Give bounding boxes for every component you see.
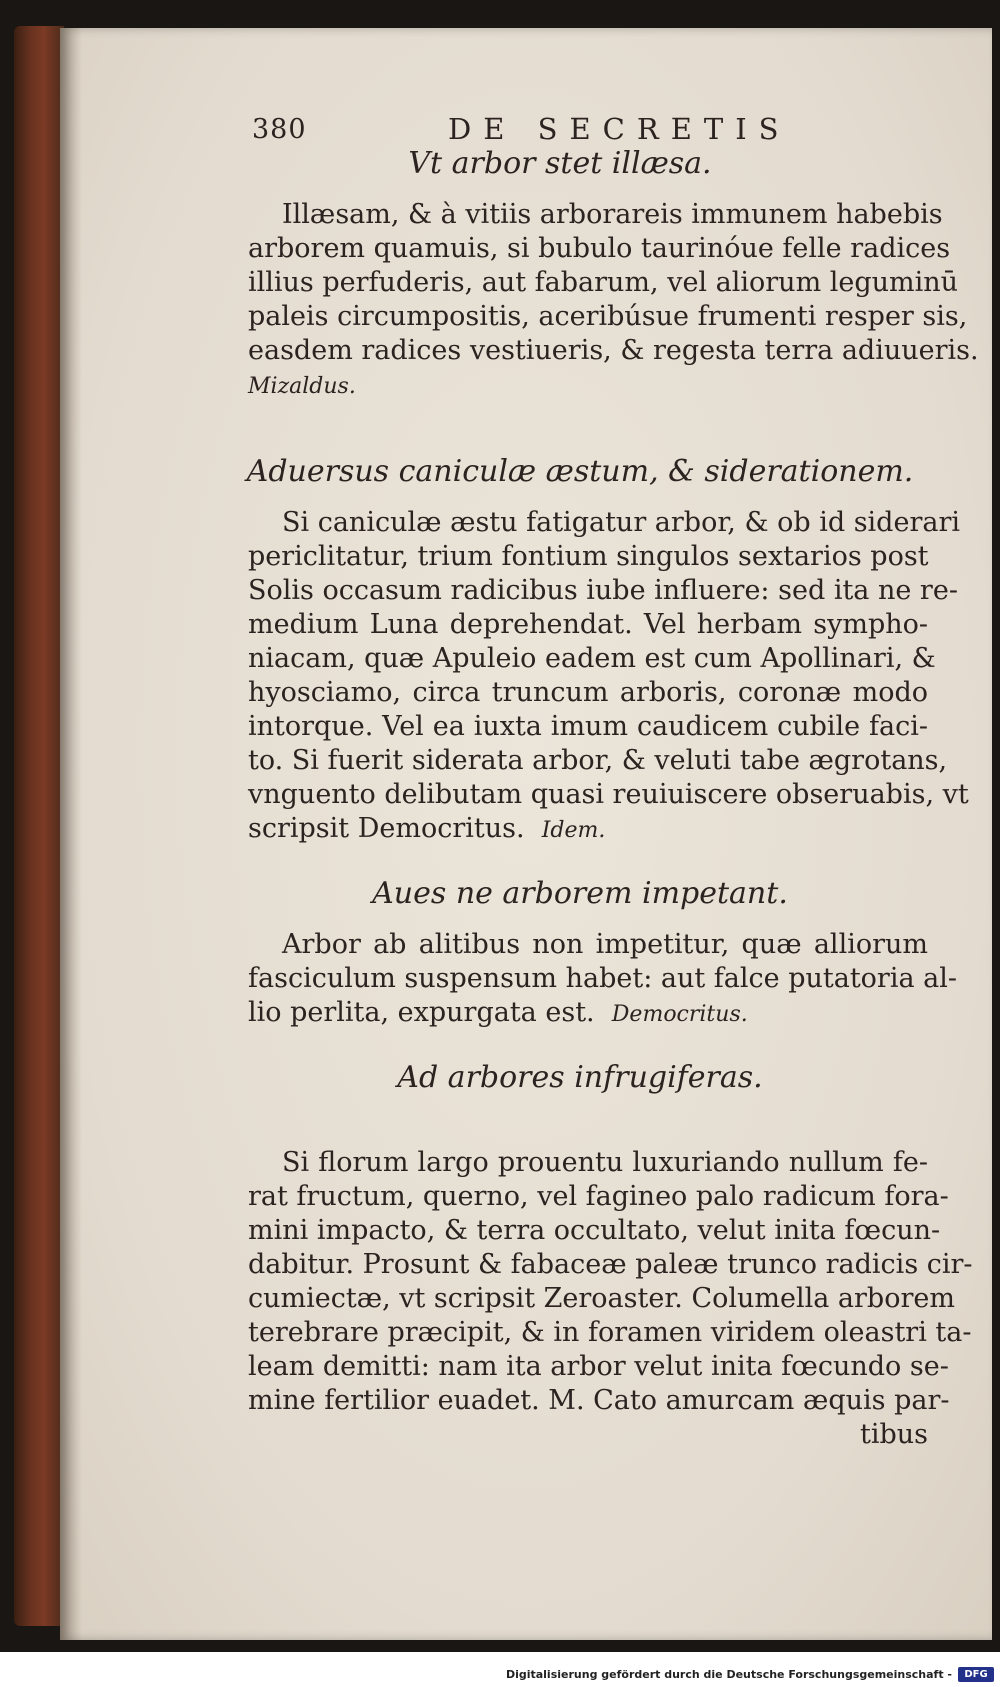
last-line-text: scripsit Democritus. xyxy=(248,813,525,844)
text-line: to. Si fuerit siderata arbor, & veluti tabe ægrotans, xyxy=(248,745,948,776)
last-line-text: lio perlita, expurgata est. xyxy=(248,997,595,1028)
text-line: leam demitti: nam ita arbor velut inita fœcundo se- xyxy=(248,1351,949,1382)
catchword-line xyxy=(248,1418,928,1452)
text-line: paleis circumpositis, aceribúsue frumenti resper sis, xyxy=(248,301,968,332)
text-line: periclitatur, trium fontium singulos sextarios post xyxy=(248,541,929,572)
text-line: mini impacto, & terra occultato, velut inita fœcun- xyxy=(248,1215,941,1246)
text-line: fasciculum suspensum habet: aut falce putatoria al- xyxy=(248,963,958,994)
page-number: 380 xyxy=(252,114,307,145)
running-title: DE SECRETIS xyxy=(448,112,791,146)
section-heading: Vt arbor stet illæsa. xyxy=(408,146,712,181)
text-line: intorque. Vel ea iuxta imum caudicem cubile faci- xyxy=(248,711,928,742)
text-line xyxy=(248,812,928,848)
text-line: cumiectæ, vt scripsit Zeroaster. Columella arborem xyxy=(248,1283,955,1314)
text-line: medium Luna deprehendat. Vel herbam sympho- xyxy=(248,609,928,640)
book-binding-edge xyxy=(14,26,64,1626)
catchword: tibus xyxy=(859,1419,928,1450)
text-line: easdem radices vestiueris, & regesta terra adiuueris. xyxy=(248,335,979,366)
text-line: Si florum largo prouentu luxuriando nullum fe- xyxy=(282,1147,928,1178)
dfg-logo: DFG xyxy=(958,1667,994,1682)
text-line: rat fructum, querno, vel fagineo palo radicum fora- xyxy=(248,1181,949,1212)
text-line: vnguento delibutam quasi reuiuiscere obseruabis, vt xyxy=(248,779,969,810)
attribution: Democritus. xyxy=(611,1002,748,1027)
section-heading: Aduersus caniculæ æstum, & siderationem. xyxy=(246,454,914,489)
section-heading: Aues ne arborem impetant. xyxy=(372,876,788,911)
footer-bar xyxy=(0,1652,1000,1687)
running-head xyxy=(190,92,930,144)
text-line: mine fertilior euadet. M. Cato amurcam æquis par- xyxy=(248,1385,950,1416)
attribution: Mizaldus. xyxy=(248,374,356,399)
text-line: terebrare præcipit, & in foramen viridem oleastri ta- xyxy=(248,1317,972,1348)
text-line: hyosciamo, circa truncum arboris, coronæ modo xyxy=(248,677,928,708)
text-line: dabitur. Prosunt & fabaceæ paleæ trunco radicis cir- xyxy=(248,1249,973,1280)
funding-credit: Digitalisierung gefördert durch die Deutsche Forschungsgemeinschaft - xyxy=(505,1668,952,1681)
attribution-line xyxy=(248,368,928,404)
page-gutter-shadow xyxy=(60,28,82,1640)
page-text xyxy=(190,92,979,1452)
text-line: niacam, quæ Apuleio eadem est cum Apollinari, & xyxy=(248,643,936,674)
section-heading: Ad arbores infrugiferas. xyxy=(397,1060,763,1095)
text-line: Illæsam, & à vitiis arborareis immunem habebis xyxy=(282,199,943,230)
text-line: Arbor ab alitibus non impetitur, quæ alliorum xyxy=(282,929,928,960)
text-line: Si caniculæ æstu fatigatur arbor, & ob id siderari xyxy=(282,507,960,538)
text-line xyxy=(248,996,928,1032)
attribution: Idem. xyxy=(541,818,606,843)
text-line: Solis occasum radicibus iube influere: sed ita ne re- xyxy=(248,575,958,606)
text-line: illius perfuderis, aut fabarum, vel aliorum leguminū xyxy=(248,267,959,298)
text-line: arborem quamuis, si bubulo taurinóue felle radices xyxy=(248,233,951,264)
